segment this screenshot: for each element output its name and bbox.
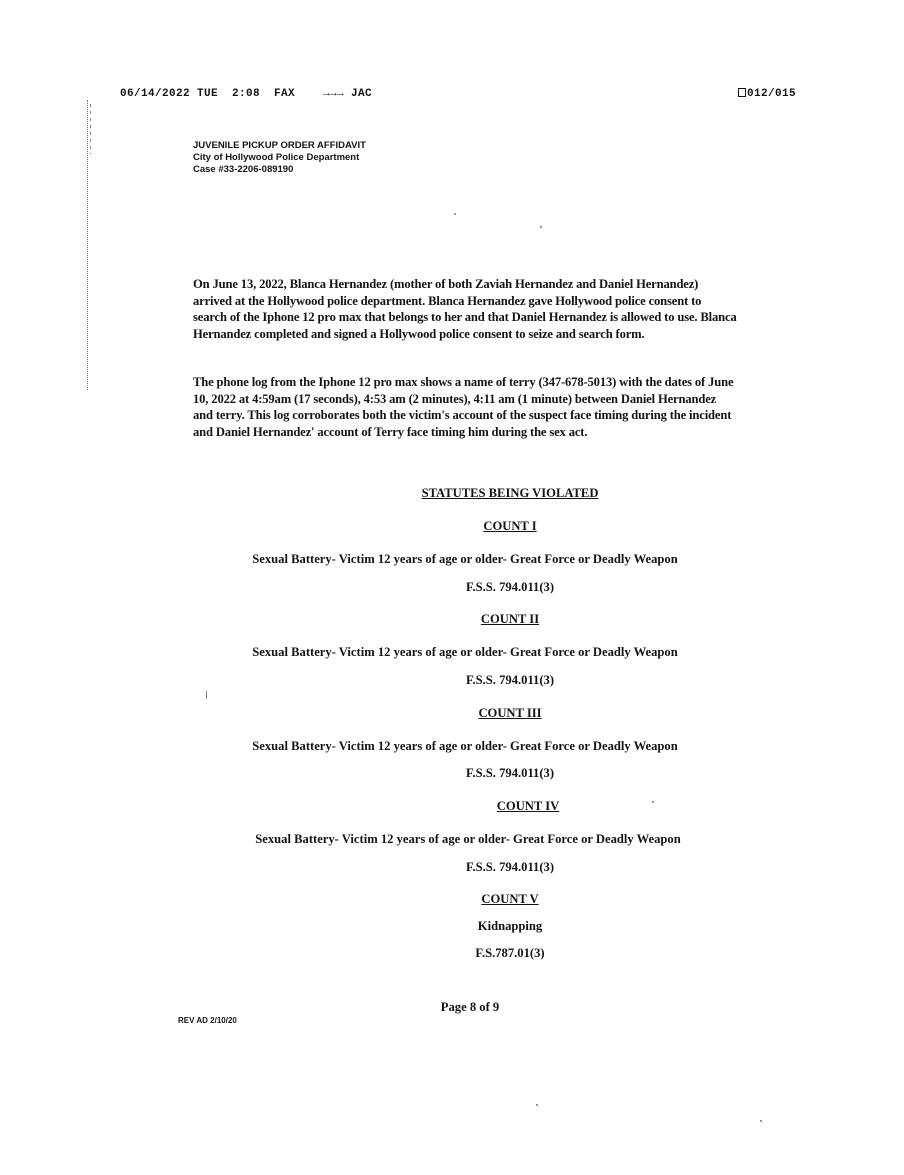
count-3-title: COUNT III	[478, 706, 542, 720]
fax-box-icon	[738, 88, 746, 97]
count-4-statute: F.S.S. 794.011(3)	[465, 860, 555, 874]
revision-code: REV AD 2/10/20	[178, 1016, 237, 1025]
fax-page-counter-text: 012/015	[746, 88, 796, 100]
scan-speck	[760, 1120, 762, 1122]
count-5-offense: Kidnapping	[477, 919, 543, 933]
document-title: JUVENILE PICKUP ORDER AFFIDAVIT	[193, 140, 366, 151]
statutes-heading: STATUTES BEING VIOLATED	[421, 486, 599, 500]
count-3-statute: F.S.S. 794.011(3)	[465, 766, 555, 780]
count-1-statute: F.S.S. 794.011(3)	[465, 580, 555, 594]
count-5-statute: F.S.787.01(3)	[475, 946, 545, 960]
count-1-offense: Sexual Battery- Victim 12 years of age or older- Great Force or Deadly Weapon	[252, 552, 678, 566]
document-header	[193, 140, 366, 176]
count-5-title: COUNT V	[481, 892, 539, 906]
department-name: City of Hollywood Police Department	[193, 152, 360, 163]
phone-log-paragraph: The phone log from the Iphone 12 pro max shows a name of terry (347-678-5013) with the dates of June 10, 2022 at 4:59am (17 seconds), 4:53 am (2 minutes), 4:11 am (1 minute) between Daniel Hernandez and terry. This log corroborates both the victim's account of the suspect face timing during the incident and Daniel Hernandez' account of Terry face timing him during the sex act.	[193, 375, 734, 439]
count-1-title: COUNT I	[483, 519, 537, 533]
fax-timestamp: 06/14/2022 TUE 2:08 FAX →→→ JAC	[120, 88, 373, 100]
scan-speck	[454, 213, 456, 215]
count-4-offense: Sexual Battery- Victim 12 years of age or older- Great Force or Deadly Weapon	[255, 832, 681, 846]
scan-speck	[540, 226, 542, 228]
scan-speck	[652, 801, 654, 803]
scan-speck	[536, 1104, 538, 1106]
scan-edge-artifact	[87, 100, 94, 390]
scan-speck	[206, 691, 207, 699]
count-4-title: COUNT IV	[496, 799, 560, 813]
fax-header	[120, 88, 796, 102]
count-2-offense: Sexual Battery- Victim 12 years of age or older- Great Force or Deadly Weapon	[252, 645, 678, 659]
fax-page-counter	[738, 88, 796, 100]
count-3-offense: Sexual Battery- Victim 12 years of age or older- Great Force or Deadly Weapon	[252, 739, 678, 753]
consent-paragraph: On June 13, 2022, Blanca Hernandez (mother of both Zaviah Hernandez and Daniel Hernandez) arrived at the Hollywood police department. Blanca Hernandez gave Hollywood police consent to search of the Iphone 12 pro max that belongs to her and that Daniel Hernandez is allowed to use. Blanca Hernandez completed and signed a Hollywood police consent to seize and search form.	[193, 277, 737, 341]
page-number: Page 8 of 9	[440, 1000, 500, 1014]
case-number: Case #33-2206-089190	[193, 164, 294, 175]
count-2-title: COUNT II	[480, 612, 540, 626]
count-2-statute: F.S.S. 794.011(3)	[465, 673, 555, 687]
